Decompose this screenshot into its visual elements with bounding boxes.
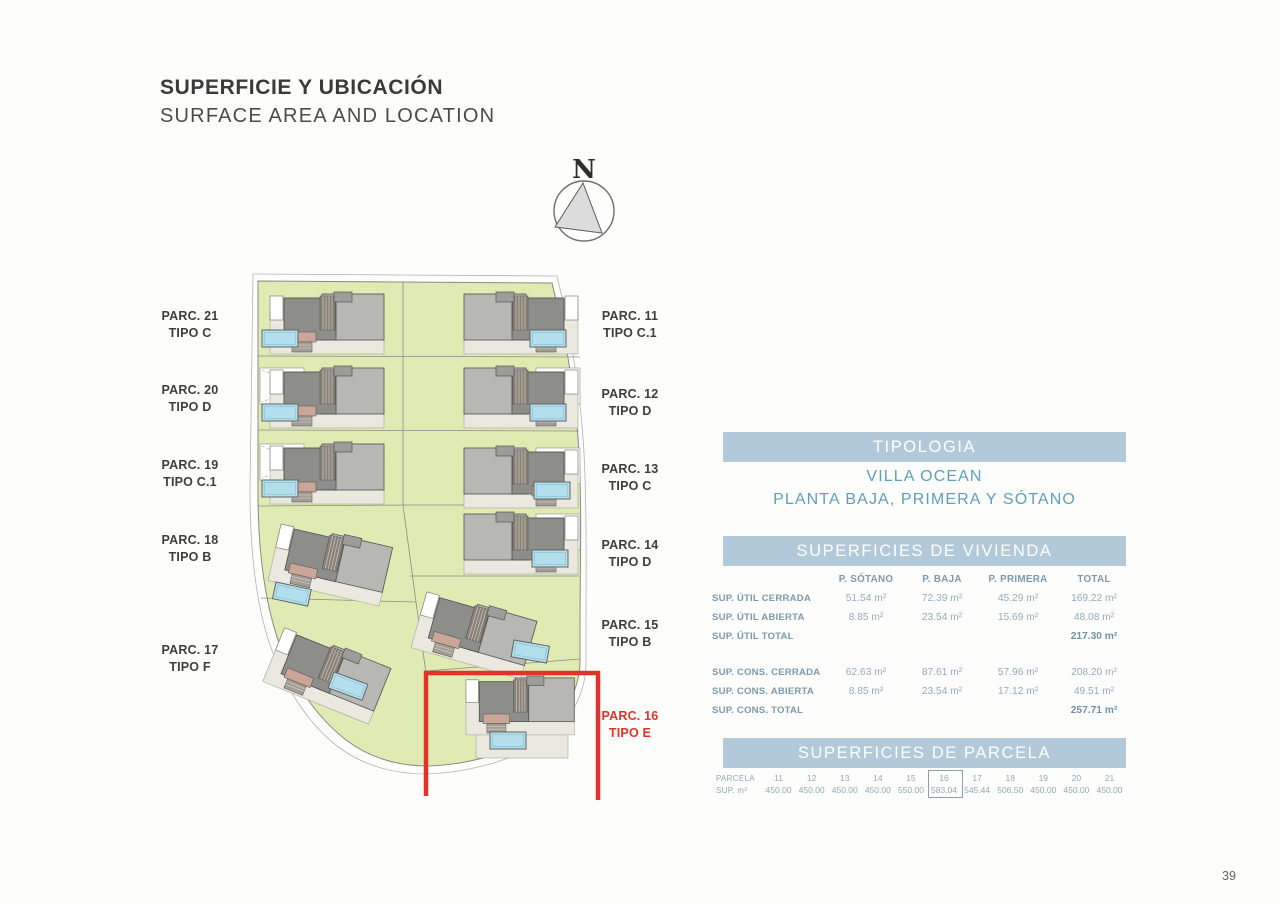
table-cell: 72.39 m² — [921, 593, 963, 604]
parcel-label — [575, 537, 685, 571]
column-header: P. BAJA — [922, 574, 962, 585]
parcel-label — [575, 386, 685, 420]
parcel-label — [575, 708, 685, 742]
table-row — [712, 608, 1132, 627]
table-cell: 49.51 m² — [1073, 686, 1115, 697]
column-header: TOTAL — [1077, 574, 1111, 585]
parcela-value-cell: 583.04 — [931, 785, 958, 795]
parcela-id-cell: 21 — [1104, 773, 1115, 783]
vivienda-header-bar: SUPERFICIES DE VIVIENDA — [723, 536, 1126, 566]
table-cell: 62.63 m² — [845, 667, 887, 678]
typology-header-bar: TIPOLOGIA — [723, 432, 1126, 462]
parcel-label — [135, 308, 245, 342]
parcela-value-cell: 450.00 — [798, 785, 825, 795]
parcel-type: TIPO D — [168, 400, 212, 414]
parcela-value-cell: 450.00 — [831, 785, 858, 795]
typology-floors: PLANTA BAJA, PRIMERA Y SÓTANO — [773, 491, 1076, 508]
table-cell: 17.12 m² — [997, 686, 1039, 697]
parcel-number: PARC. 18 — [161, 533, 219, 547]
table-cell: 87.61 m² — [921, 667, 963, 678]
parcela-id-cell: 20 — [1071, 773, 1082, 783]
table-cell: 169.22 m² — [1071, 593, 1117, 604]
parcel-number: PARC. 21 — [161, 309, 219, 323]
table-row — [712, 627, 1132, 646]
table-cell: 23.54 m² — [921, 612, 963, 623]
column-header: P. PRIMERA — [988, 574, 1048, 585]
parcela-id-cell: 15 — [906, 773, 916, 783]
parcel-label — [135, 532, 245, 566]
parcela-value-row — [716, 784, 1126, 796]
vivienda-column-header-row — [712, 570, 1132, 589]
parcel-number: PARC. 20 — [161, 383, 219, 397]
compass-north-letter: N — [572, 155, 596, 185]
parcela-header-bar: SUPERFICIES DE PARCELA — [723, 738, 1126, 768]
parcela-value-cell: 450.00 — [1030, 785, 1057, 795]
table-row — [712, 682, 1132, 701]
parcela-id-cell: 19 — [1038, 773, 1049, 783]
parcel-number: PARC. 11 — [601, 309, 659, 323]
site-plan — [230, 268, 620, 813]
parcel-number: PARC. 16 — [601, 709, 659, 723]
row-label: SUP. CONS. TOTAL — [712, 705, 804, 716]
parcela-id-cell: 11 — [774, 773, 783, 783]
table-cell: 51.54 m² — [845, 593, 887, 604]
parcel-type: TIPO E — [608, 726, 652, 740]
parcela-value-cell: 450.00 — [1063, 785, 1090, 795]
table-row — [712, 701, 1132, 720]
parcel-type: TIPO D — [608, 555, 652, 569]
parcel-number: PARC. 17 — [161, 643, 219, 657]
row-label: SUP. CONS. CERRADA — [712, 667, 821, 678]
parcela-value-cell: 506.50 — [997, 785, 1024, 795]
parcel-type: TIPO C.1 — [163, 475, 217, 489]
parcela-value-cell: 545.44 — [964, 785, 991, 795]
table-cell: 8.85 m² — [848, 686, 884, 697]
page-number: 39 — [1222, 869, 1236, 883]
parcela-id-row — [716, 772, 1126, 784]
parcel-label — [135, 382, 245, 416]
table-cell: 208.20 m² — [1071, 667, 1117, 678]
parcela-id-cell: 16 — [939, 773, 949, 783]
column-header: P. SÓTANO — [838, 574, 894, 585]
row-label: SUP. ÚTIL ABIERTA — [712, 612, 805, 623]
parcela-value-cell: 450.00 — [1096, 785, 1123, 795]
vivienda-table — [712, 570, 1132, 720]
table-cell: 57.96 m² — [997, 667, 1039, 678]
page-subtitle: SURFACE AREA AND LOCATION — [160, 105, 496, 127]
parcela-table — [716, 772, 1126, 796]
parcela-value-cell: 450.00 — [864, 785, 891, 795]
table-cell: 48.08 m² — [1073, 612, 1115, 623]
parcela-id-cell: 18 — [1005, 773, 1015, 783]
table-cell: 15.69 m² — [997, 612, 1039, 623]
table-cell: 257.71 m² — [1070, 705, 1118, 716]
parcel-type: TIPO B — [608, 635, 652, 649]
parcel-label — [575, 461, 685, 495]
parcel-type: TIPO C.1 — [603, 326, 657, 340]
vivienda-table-body — [712, 589, 1132, 720]
parcel-number: PARC. 14 — [601, 538, 659, 552]
parcela-id-cell: 14 — [873, 773, 883, 783]
parcel-number: PARC. 15 — [601, 618, 659, 632]
parcel-label — [575, 308, 685, 342]
parcel-label — [575, 617, 685, 651]
parcel-number: PARC. 13 — [601, 462, 659, 476]
parcela-highlight-box — [928, 770, 963, 798]
table-cell: 45.29 m² — [997, 593, 1039, 604]
parcela-value-cell: 550.00 — [897, 785, 924, 795]
table-cell: 217.30 m² — [1070, 631, 1118, 642]
parcel-type: TIPO F — [169, 660, 211, 674]
table-row — [712, 663, 1132, 682]
parcel-label — [135, 457, 245, 491]
table-cell: 8.85 m² — [848, 612, 884, 623]
parcela-row-label: PARCELA — [716, 773, 755, 783]
parcel-number: PARC. 19 — [161, 458, 219, 472]
table-row — [712, 589, 1132, 608]
parcela-row-label: SUP. m² — [716, 785, 748, 795]
row-label: SUP. CONS. ABIERTA — [712, 686, 815, 697]
parcela-id-cell: 12 — [806, 773, 817, 783]
parcel-type: TIPO D — [608, 404, 652, 418]
parcela-value-cell: 450.00 — [765, 785, 792, 795]
parcela-id-cell: 17 — [972, 773, 982, 783]
parcela-id-cell: 13 — [840, 773, 850, 783]
parcel-number: PARC. 12 — [601, 387, 659, 401]
parcel-type: TIPO C — [168, 326, 212, 340]
table-cell: 23.54 m² — [921, 686, 963, 697]
row-label: SUP. ÚTIL TOTAL — [712, 631, 794, 642]
parcel-label — [135, 642, 245, 676]
page-title: SUPERFICIE Y UBICACIÓN — [160, 76, 444, 99]
row-label: SUP. ÚTIL CERRADA — [712, 593, 811, 604]
parcel-type: TIPO B — [168, 550, 212, 564]
parcel-type: TIPO C — [608, 479, 652, 493]
typology-name: VILLA OCEAN — [866, 468, 983, 485]
